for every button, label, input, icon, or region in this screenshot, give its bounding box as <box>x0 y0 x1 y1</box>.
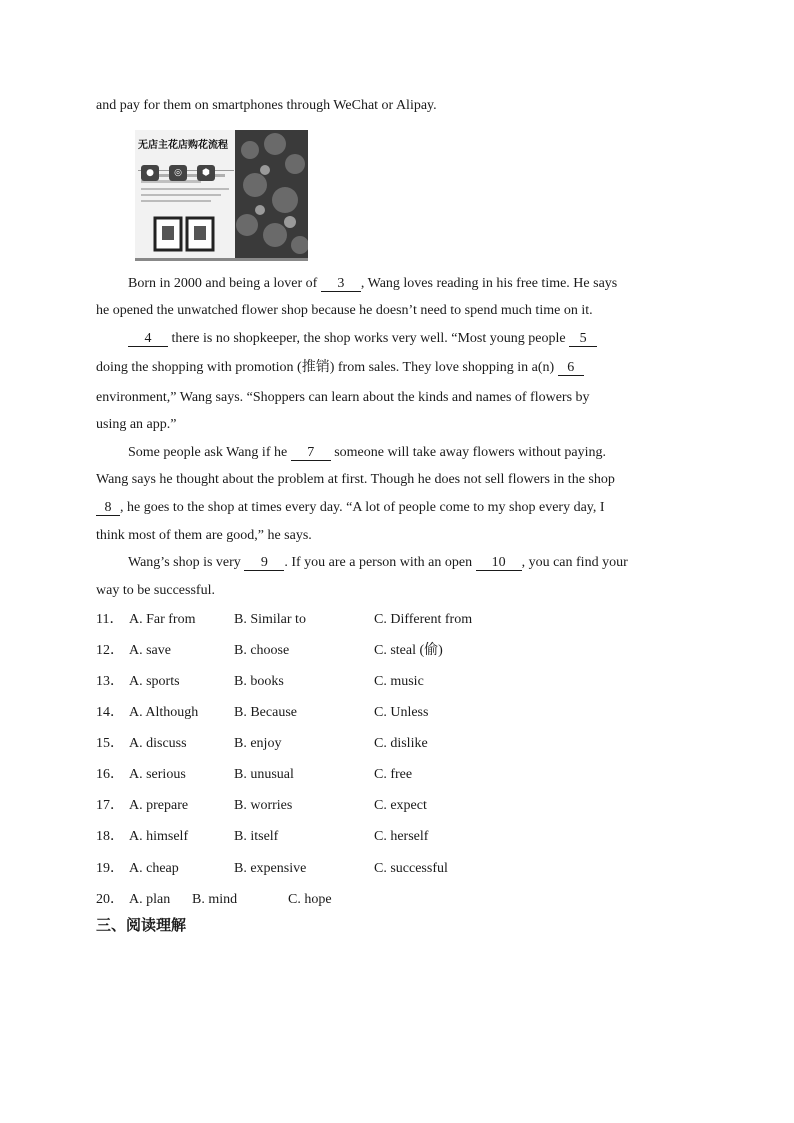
question-number: 18． <box>96 829 124 844</box>
option-a[interactable]: A. save <box>129 643 171 658</box>
option-a[interactable]: A. Although <box>129 705 199 720</box>
option-c[interactable]: C. hope <box>288 892 332 907</box>
p1-text-a: Born in 2000 and being a lover of <box>128 276 321 291</box>
p4-text-c: , you can find your <box>521 555 628 570</box>
option-b[interactable]: B. itself <box>234 829 279 844</box>
option-a[interactable]: A. serious <box>129 767 186 782</box>
p2-line3 <box>96 389 590 407</box>
section-heading: 三、阅读理解 <box>96 916 187 934</box>
camera-icon: ◎ <box>174 168 182 178</box>
p2-text-c: environment,” Wang says. “Shoppers can learn about the kinds and names of flowers by <box>96 390 590 405</box>
question-number: 11． <box>96 612 124 627</box>
option-a[interactable]: A. prepare <box>129 798 189 813</box>
p4-text-d: way to be successful. <box>96 583 215 598</box>
p2-text-a: there is no shopkeeper, the shop works very well. “Most young people <box>168 331 570 346</box>
option-c[interactable]: C. Different from <box>374 612 473 627</box>
p1-line2 <box>96 302 593 320</box>
p1-line1 <box>128 275 617 293</box>
option-c[interactable]: C. Unless <box>374 705 429 720</box>
question-number: 13． <box>96 674 124 689</box>
p3-text-b: someone will take away flowers without paying. <box>330 445 606 460</box>
blank-6: 6 <box>558 360 584 376</box>
p2-line1 <box>128 330 597 348</box>
question-number: 20． <box>96 892 124 907</box>
option-c[interactable]: C. music <box>374 674 424 689</box>
p4-text-a: Wang’s shop is very <box>128 555 245 570</box>
question-number: 17． <box>96 798 124 813</box>
intro-text: and pay for them on smartphones through WeChat or Alipay. <box>96 98 437 113</box>
p2-text-b: doing the shopping with promotion (推销) from sales. They love shopping in a(n) <box>96 360 558 375</box>
p3-text-c: Wang says he thought about the problem at first. Though he does not sell flowers in the shop <box>96 472 615 487</box>
option-c[interactable]: C. herself <box>374 829 429 844</box>
blank-9: 9 <box>244 555 284 571</box>
option-b[interactable]: B. worries <box>234 798 293 813</box>
option-c[interactable]: C. expect <box>374 798 427 813</box>
p2-line2 <box>96 359 584 377</box>
question-number: 16． <box>96 767 124 782</box>
question-number: 14． <box>96 705 124 720</box>
p1-text-c: he opened the unwatched flower shop because he doesn’t need to spend much time on it. <box>96 303 593 318</box>
p1-text-b: , Wang loves reading in his free time. He says <box>360 276 618 291</box>
option-a[interactable]: A. Far from <box>129 612 196 627</box>
option-b[interactable]: B. mind <box>192 892 238 907</box>
blank-5: 5 <box>569 331 597 347</box>
option-b[interactable]: B. Similar to <box>234 612 306 627</box>
option-c[interactable]: C. successful <box>374 861 448 876</box>
p3-text-d: , he goes to the shop at times every day. “A lot of people come to my shop every day, I <box>120 500 605 515</box>
option-a[interactable]: A. himself <box>129 829 189 844</box>
option-b[interactable]: B. choose <box>234 643 290 658</box>
p3-line2 <box>96 471 615 489</box>
p2-text-d: using an app.” <box>96 417 177 432</box>
p3-line4 <box>96 527 312 545</box>
p2-line4 <box>96 416 176 434</box>
p4-line2 <box>96 582 215 600</box>
p3-line3 <box>96 499 605 517</box>
blank-10: 10 <box>476 555 522 571</box>
paw-icon: ● <box>146 168 154 178</box>
p3-text-a: Some people ask Wang if he <box>128 445 291 460</box>
question-number: 12． <box>96 643 124 658</box>
question-number: 15． <box>96 736 124 751</box>
option-b[interactable]: B. enjoy <box>234 736 282 751</box>
question-number: 19． <box>96 861 124 876</box>
p4-text-b: . If you are a person with an open <box>284 555 476 570</box>
p3-line1 <box>128 444 606 462</box>
blank-7: 7 <box>291 445 331 461</box>
photo-title: 无店主花店购花流程 <box>138 140 228 151</box>
option-c[interactable]: C. free <box>374 767 413 782</box>
option-b[interactable]: B. Because <box>234 705 297 720</box>
option-a[interactable]: A. discuss <box>129 736 187 751</box>
option-a[interactable]: A. cheap <box>129 861 179 876</box>
intro-line <box>96 97 437 115</box>
option-b[interactable]: B. books <box>234 674 284 689</box>
blank-4: 4 <box>128 331 168 347</box>
option-a[interactable]: A. plan <box>129 892 171 907</box>
option-b[interactable]: B. expensive <box>234 861 307 876</box>
p4-line1 <box>128 554 628 572</box>
blank-8: 8 <box>96 500 120 516</box>
hexagon-icon: ⬢ <box>202 168 210 178</box>
p3-text-e: think most of them are good,” he says. <box>96 528 312 543</box>
shop-sign-photo <box>135 130 308 261</box>
blank-3: 3 <box>321 276 361 292</box>
option-c[interactable]: C. steal (偷) <box>374 643 443 658</box>
option-b[interactable]: B. unusual <box>234 767 294 782</box>
option-a[interactable]: A. sports <box>129 674 180 689</box>
option-c[interactable]: C. dislike <box>374 736 428 751</box>
